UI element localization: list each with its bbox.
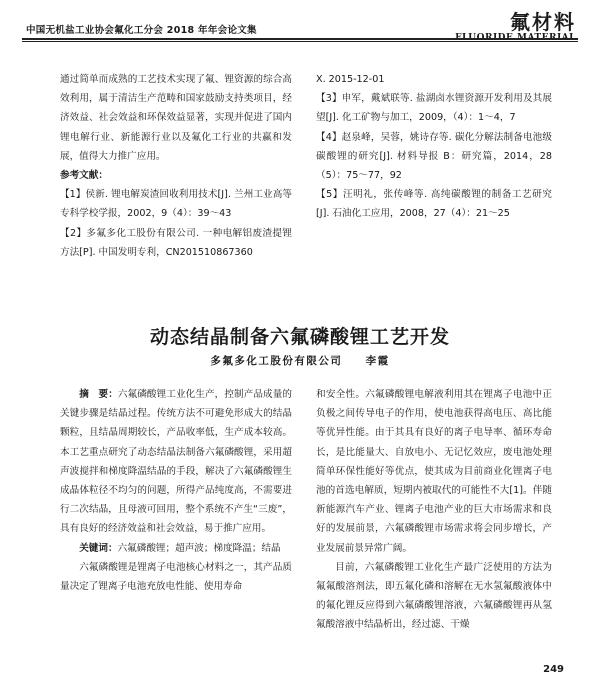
article-right-column [316,385,552,635]
running-header [22,6,578,43]
body-paragraph-2: 目前，六氟磷酸锂工业化生产最广泛使用的方法为氟氟酸溶剂法，即五氟化磷和溶解在无水氢氟酸液体中的氟化锂反应得到六氟磷酸锂溶液，六氟磷酸锂再从氢氟酸溶液中结晶析出，经过滤、干燥 [316,561,552,631]
prev-article-right-column [316,70,552,224]
reference-4: 【4】赵泉峰，吴蓉，姚诗存等. 碳化分解法制备电池级碳酸锂的研究[J]. 材料导报 B：研究篇，2014，28（5）：75～77，92 [316,131,552,182]
article-title: 动态结晶制备六氟磷酸锂工艺开发 [149,326,450,348]
reference-2-continued: X. 2015-12-01 [316,74,385,85]
prev-article-left-column [60,70,292,262]
header-rule-thin [22,41,578,42]
body-paragraph-1-continued: 和安全性。六氟磷酸锂电解液利用其在锂离子电池中正负极之间传导电子的作用，使电池获得高电压、高比能等优异性能。由于其具有良好的离子电导率、循环寿命长，是比能量大、自放电小、无记忆效应，废电池处理简单环保性能好等优点，使其成为目前商业化锂离子电池的首选电解质，短期内被取代的可能性不大[1]。伴随新能源汽车产业、锂离子电池产业的巨大市场需求和良好的发展前景，六氟磷酸锂市场需求将会同步增长，产业发展前景异常广阔。 [316,389,552,554]
article-left-column [60,385,292,596]
proceedings-title: 中国无机盐工业协会氟化工分会 2018 年年会论文集 [26,25,257,36]
abstract [60,385,292,539]
header-rule [22,38,578,40]
keywords [60,539,292,558]
keywords-text: 六氟磷酸锂；超声波；梯度降温；结晶 [117,542,281,554]
page-number: 249 [543,664,564,675]
abstract-text: 六氟磷酸锂工业化生产，控制产品成量的关键步骤是结晶过程。传统方法不可避免形成大的结晶颗粒，且结晶周期较长，产品收率低，生产成本较高。本工艺重点研究了动态结晶法制备六氟磷酸锂，采用超声波搅拌和梯度降温结晶的手段，解决了六氟磷酸锂生成晶体粒径不均匀的问题，所得产品纯度高，不需要进行二次结晶，且母液可回用，整个系统不产生“三废”，具有良好的经济效益和社会效益，易于推广应用。 [60,389,293,535]
article-byline [0,353,600,368]
affiliation: 多氟多化工股份有限公司 [210,355,343,367]
reference-3: 【3】申军，戴斌联等. 盐湖卤水锂资源开发利用及其展望[J]. 化工矿物与加工，2009，（4）：1～4，7 [316,93,552,124]
prev-article-conclusion: 通过简单而成熟的工艺技术实现了氟、锂资源的综合高效利用，属于清洁生产范畴和国家鼓励支持类项目，经济效益、社会效益和环保效益显著，实现并促进了国内锂电解行业、新能源行业以及氟化工行业的共赢和发展，值得大力推广应用。 [60,74,292,162]
abstract-label: 摘 要： [79,389,118,400]
references-heading: 参考文献： [60,170,108,182]
reference-1: 【1】侯新. 锂电解炭渣回收利用技术[J]. 兰州工业高等专科学校学报，2002，9（4）：39～43 [60,189,292,220]
reference-2: 【2】多氟多化工股份有限公司. 一种电解铝废渣提锂方法[P]. 中国发明专利，CN201510867360 [60,227,292,258]
author: 李霞 [365,355,390,367]
journal-logo-cn: 氟材料 [510,10,576,34]
reference-5: 【5】汪明礼，张传峰等. 高纯碳酸锂的制备工艺研究[J]. 石油化工应用，2008，27（4）：21～25 [316,189,552,220]
keywords-label: 关键词： [79,542,118,554]
body-paragraph-1: 六氟磷酸锂是锂离子电池核心材料之一，其产品质量决定了锂离子电池充放电性能、使用寿命 [60,561,292,593]
journal-logo-en: FLUORIDE MATERIAL [455,33,576,43]
